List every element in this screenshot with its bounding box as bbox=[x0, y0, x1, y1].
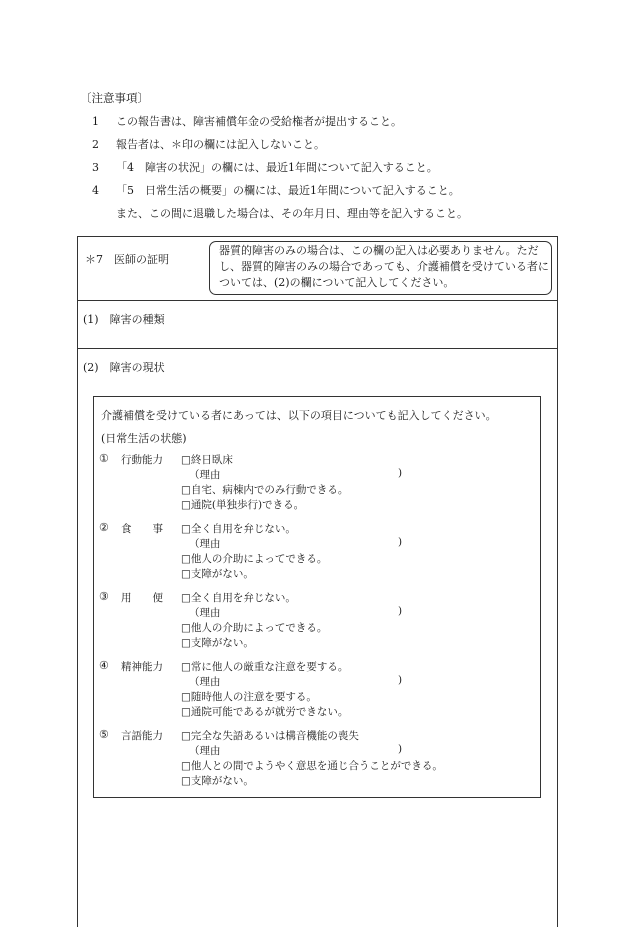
reason-line: （理由 bbox=[189, 745, 221, 757]
inner-subtitle: (日常生活の状態) bbox=[101, 432, 187, 445]
note-text: この報告書は、障害補償年金の受給権者が提出すること。 bbox=[116, 115, 402, 128]
group-label: 精神能力 bbox=[121, 661, 163, 673]
note-continuation: また、この間に退職した場合は、その年月日、理由等を記入すること。 bbox=[116, 207, 468, 220]
note-item bbox=[92, 113, 402, 129]
group-mark: ② bbox=[99, 521, 109, 534]
reason-line: （理由 bbox=[189, 538, 221, 550]
note-number: 2 bbox=[92, 138, 99, 151]
group-mark: ④ bbox=[99, 659, 109, 672]
group-label: 言語能力 bbox=[121, 730, 163, 742]
option-line[interactable]: □他人との間でようやく意思を通じ合うことができる。 bbox=[181, 760, 443, 772]
group-label: 行動能力 bbox=[121, 454, 163, 466]
option-line[interactable]: □支障がない。 bbox=[181, 637, 254, 649]
note-item bbox=[92, 182, 460, 198]
group-mark: ③ bbox=[99, 590, 109, 603]
option-line[interactable]: □通院(単独歩行)できる。 bbox=[181, 499, 305, 511]
option-line[interactable]: □自宅、病棟内でのみ行動できる。 bbox=[181, 484, 349, 496]
option-line[interactable]: □随時他人の注意を要する。 bbox=[181, 691, 317, 703]
option-line[interactable]: □支障がない。 bbox=[181, 775, 254, 787]
bracket-note: 器質的障害のみの場合は、この欄の記入は必要ありません。ただし、器質的障害のみの場合であっても、介護補償を受けている者については、(2)の欄について記入してください。 bbox=[219, 244, 549, 289]
note-item bbox=[92, 136, 325, 152]
note-text: 報告者は、＊印の欄には記入しないこと。 bbox=[116, 138, 325, 151]
notes-title: 〔注意事項〕 bbox=[80, 91, 149, 105]
reason-close: ) bbox=[398, 743, 403, 755]
note-number: 3 bbox=[92, 161, 99, 174]
inner-intro: 介護補償を受けている者にあっては、以下の項目についても記入してください。 bbox=[101, 409, 497, 422]
note-text: 「5 日常生活の概要」の欄には、最近1年間について記入すること。 bbox=[116, 184, 460, 197]
reason-close: ) bbox=[398, 536, 403, 548]
group-mark: ⑤ bbox=[99, 728, 109, 741]
option-line[interactable]: □他人の介助によってできる。 bbox=[181, 553, 328, 565]
option-line[interactable]: □支障がない。 bbox=[181, 568, 254, 580]
reason-line: （理由 bbox=[189, 676, 221, 688]
option-line[interactable]: □全く自用を弁じない。 bbox=[181, 592, 296, 604]
option-line[interactable]: □他人の介助によってできる。 bbox=[181, 622, 328, 634]
divider bbox=[77, 348, 557, 349]
group-label: 食 事 bbox=[121, 523, 163, 535]
note-number: 4 bbox=[92, 184, 99, 197]
reason-close: ) bbox=[398, 674, 403, 686]
reason-close: ) bbox=[398, 605, 403, 617]
row-disability-type: (1) 障害の種類 bbox=[83, 313, 165, 326]
note-number: 1 bbox=[92, 115, 99, 128]
reason-close: ) bbox=[398, 467, 403, 479]
group-label: 用 便 bbox=[121, 592, 163, 604]
section-label: ＊7 医師の証明 bbox=[85, 253, 169, 266]
option-line[interactable]: □常に他人の厳重な注意を要する。 bbox=[181, 661, 349, 673]
note-text: 「4 障害の状況」の欄には、最近1年間について記入すること。 bbox=[116, 161, 438, 174]
option-line[interactable]: □完全な失語あるいは構音機能の喪失 bbox=[181, 730, 359, 742]
divider bbox=[77, 300, 557, 301]
reason-line: （理由 bbox=[189, 469, 221, 481]
option-line[interactable]: □全く自用を弁じない。 bbox=[181, 523, 296, 535]
row-disability-status: (2) 障害の現状 bbox=[83, 361, 165, 374]
reason-line: （理由 bbox=[189, 607, 221, 619]
option-line[interactable]: □通院可能であるが就労できない。 bbox=[181, 706, 349, 718]
note-item bbox=[92, 159, 438, 175]
group-mark: ① bbox=[99, 452, 109, 465]
option-line[interactable]: □終日臥床 bbox=[181, 454, 233, 466]
